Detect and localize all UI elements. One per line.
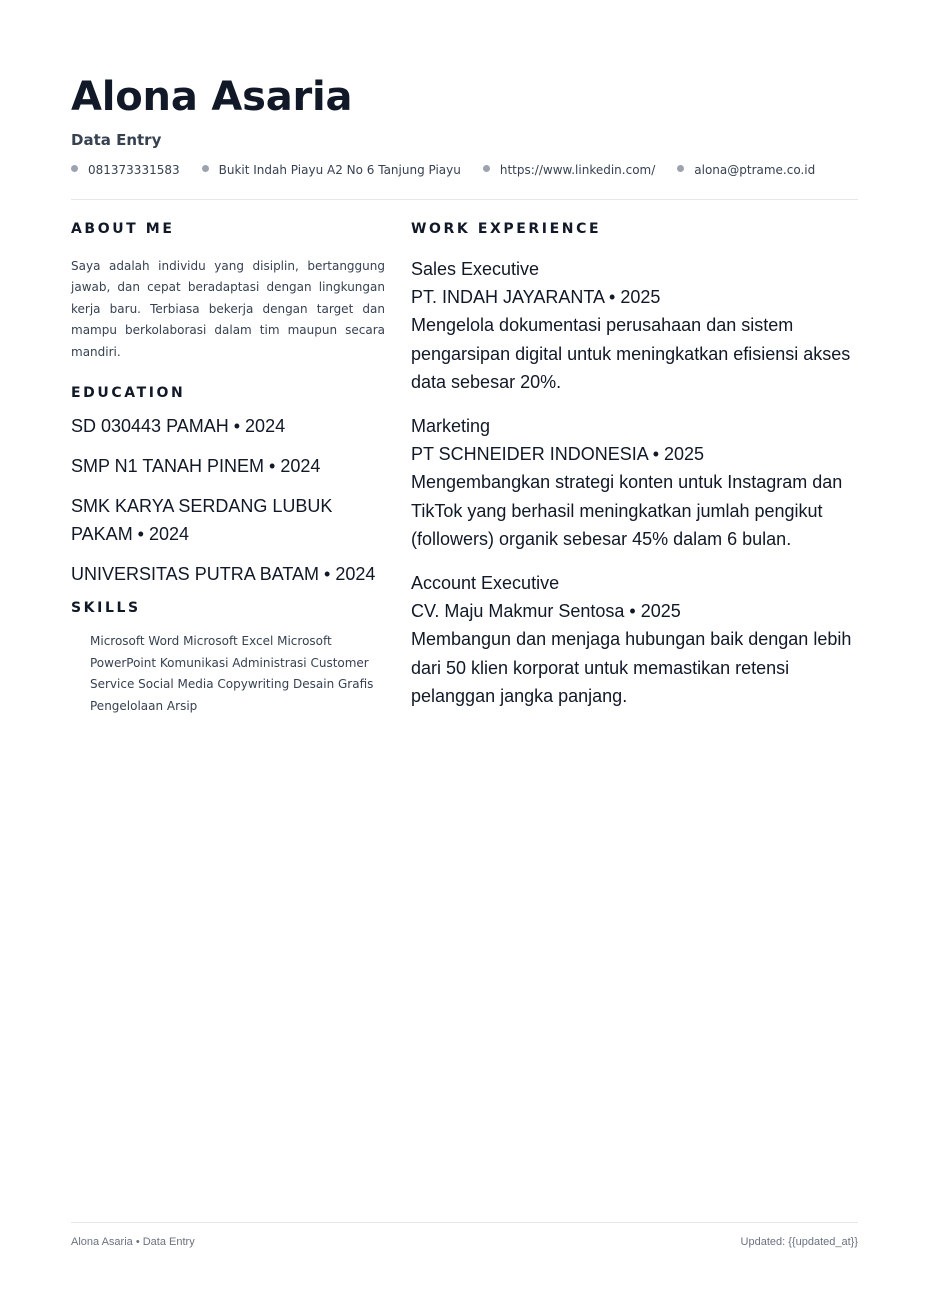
experience-section [411, 221, 858, 710]
page-footer [71, 1236, 858, 1248]
job-position: Sales Executive [411, 259, 540, 279]
bullet-icon [677, 165, 684, 172]
contact-phone [71, 163, 180, 177]
job-company: PT SCHNEIDER INDONESIA • 2025 [411, 444, 705, 465]
education-item: SD 030443 PAMAH • 2024 [71, 416, 286, 437]
contact-address [202, 163, 461, 177]
contact-linkedin[interactable] [483, 163, 655, 177]
candidate-role: Data Entry [71, 131, 162, 149]
footer-updated: Updated: {{updated_at}} [740, 1236, 858, 1248]
job-description: Mengelola dokumentasi perusahaan dan sistem pengarsipan digital untuk meningkatkan efisiensi akses data sebesar 20%. [411, 315, 851, 392]
job-entry [411, 255, 858, 396]
right-column [411, 221, 858, 710]
job-description: Mengembangkan strategi konten untuk Instagram dan TikTok yang berhasil meningkatkan jumlah pengikut (followers) organik sebesar 45% dalam 6 bulan. [411, 472, 843, 549]
candidate-name: Alona Asaria [71, 74, 353, 120]
footer-name: Alona Asaria • Data Entry [71, 1236, 195, 1248]
skills-text: Microsoft Word Microsoft Excel Microsoft PowerPoint Komunikasi Administrasi Customer Service Social Media Copywriting Desain Grafis Pengelolaan Arsip [90, 634, 374, 713]
education-item: UNIVERSITAS PUTRA BATAM • 2024 [71, 564, 376, 585]
skills-section [71, 600, 385, 717]
bullet-icon [483, 165, 490, 172]
linkedin-link[interactable]: https://www.linkedin.com/ [499, 163, 656, 177]
header-divider [71, 199, 858, 200]
bullet-icon [71, 165, 78, 172]
about-section [71, 221, 385, 363]
job-entry [411, 569, 858, 710]
education-item: SMP N1 TANAH PINEM • 2024 [71, 456, 321, 477]
phone-text: 081373331583 [88, 163, 180, 177]
job-description: Membangun dan menjaga hubungan baik dengan lebih dari 50 klien korporat untuk memastikan retensi pelanggan jangka panjang. [411, 629, 852, 706]
left-column [71, 221, 385, 717]
job-entry [411, 412, 858, 553]
job-company: CV. Maju Makmur Sentosa • 2025 [411, 601, 681, 622]
education-item: SMK KARYA SERDANG LUBUK PAKAM • 2024 [71, 496, 333, 545]
job-position: Marketing [411, 416, 491, 437]
footer-divider [71, 1222, 858, 1223]
resume-header [71, 72, 858, 177]
bullet-icon [202, 165, 209, 172]
education-section [71, 385, 385, 588]
education-list [71, 412, 385, 588]
email-link[interactable]: alona@ptrame.co.id [694, 163, 816, 177]
skills-title: SKILLS [71, 600, 141, 617]
education-title: EDUCATION [71, 385, 186, 402]
job-company: PT. INDAH JAYARANTA • 2025 [411, 287, 661, 308]
address-text: Bukit Indah Piayu A2 No 6 Tanjung Piayu [218, 163, 461, 177]
contact-email[interactable] [677, 163, 815, 177]
job-position: Account Executive [411, 573, 560, 594]
experience-title: WORK EXPERIENCE [411, 221, 602, 237]
about-text: Saya adalah individu yang disiplin, bertanggung jawab, dan cepat beradaptasi dengan lingkungan kerja baru. Terbiasa bekerja dengan target dan mampu berkolaborasi dalam tim maupun secara mandiri. [71, 259, 385, 359]
about-title: ABOUT ME [71, 221, 175, 237]
contact-list [71, 163, 858, 177]
